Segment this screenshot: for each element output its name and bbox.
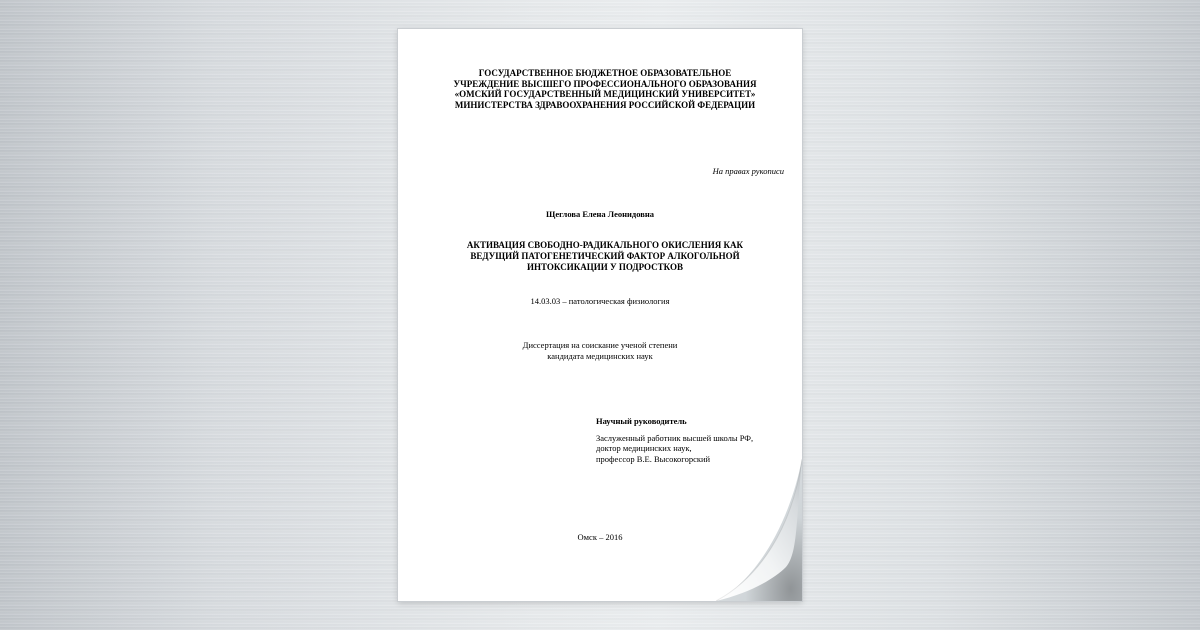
title-line: ИНТОКСИКАЦИИ У ПОДРОСТКОВ [527,262,683,272]
header-line: УЧРЕЖДЕНИЕ ВЫСШЕГО ПРОФЕССИОНАЛЬНОГО ОБРАЗОВАНИЯ [453,78,757,89]
supervisor-line: профессор В.Е. Высокогорский [596,453,711,464]
institution-header [428,68,782,110]
degree-statement [398,340,802,362]
header-line: «ОМСКИЙ ГОСУДАРСТВЕННЫЙ МЕДИЦИНСКИЙ УНИВЕРСИТЕТ» [454,89,756,99]
document-page [398,29,802,601]
degree-line: кандидата медицинских наук [547,351,653,361]
header-line: ГОСУДАРСТВЕННОЕ БЮДЖЕТНОЕ ОБРАЗОВАТЕЛЬНОЕ [478,68,732,78]
header-line: МИНИСТЕРСТВА ЗДРАВООХРАНЕНИЯ РОССИЙСКОЙ ФЕДЕРАЦИИ [454,99,756,110]
title-line: АКТИВАЦИЯ СВОБОДНО-РАДИКАЛЬНОГО ОКИСЛЕНИЯ КАК [466,240,744,250]
supervisor-block [596,416,753,464]
title-line: ВЕДУЩИЙ ПАТОГЕНЕТИЧЕСКИЙ ФАКТОР АЛКОГОЛЬНОЙ [470,251,740,261]
supervisor-line: Заслуженный работник высшей школы РФ, [596,432,754,443]
author-name: Щеглова Елена Леонидовна [546,209,654,219]
place-year: Омск – 2016 [577,532,623,542]
supervisor-heading: Научный руководитель [596,416,687,426]
specialty-code: 14.03.03 – патологическая физиология [530,296,670,306]
page-curl-icon [716,459,802,601]
degree-line: Диссертация на соискание ученой степени [522,340,678,350]
dissertation-title [428,240,782,273]
supervisor-line: доктор медицинских наук, [596,443,692,453]
rights-note: На правах рукописи [712,166,784,176]
